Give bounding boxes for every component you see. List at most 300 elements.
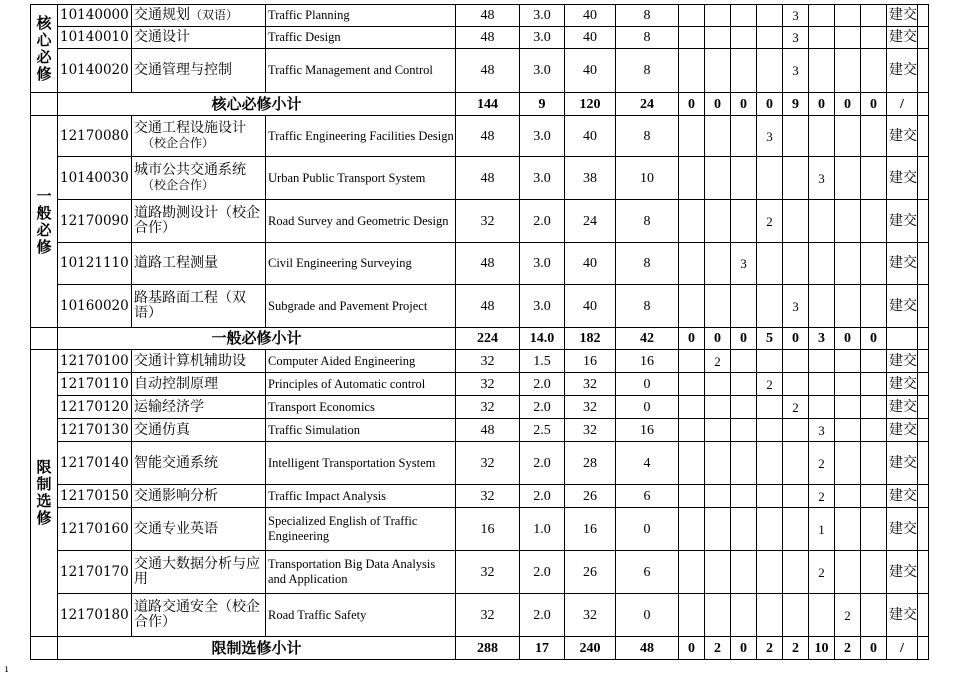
credits: 1.0 (520, 508, 565, 551)
subtotal-semester: 0 (835, 93, 861, 116)
course-name-en: Transport Economics (266, 396, 456, 419)
semester-hours (757, 594, 783, 637)
course-remark: 建交 (887, 243, 918, 285)
semester-hours (861, 350, 887, 373)
subtotal-semester: 0 (809, 93, 835, 116)
credits: 2.0 (520, 200, 565, 243)
course-code: 12170130 (58, 419, 132, 442)
total-hours: 32 (456, 485, 520, 508)
credits: 3.0 (520, 116, 565, 157)
course-code: 12170080 (58, 116, 132, 157)
semester-hours (705, 200, 731, 243)
semester-hours: 1 (809, 508, 835, 551)
subtotal-semester: 0 (731, 637, 757, 660)
credits: 3.0 (520, 49, 565, 93)
subtotal-semester: 2 (835, 637, 861, 660)
subtotal-semester: 0 (705, 93, 731, 116)
blank-col (918, 485, 929, 508)
semester-hours (731, 116, 757, 157)
blank-col (918, 49, 929, 93)
semester-hours (861, 243, 887, 285)
course-name-cn (132, 200, 266, 243)
course-name-en: Traffic Impact Analysis (266, 485, 456, 508)
course-name-cn-text: 交通影响分析 (134, 487, 218, 504)
lab-hours: 16 (616, 350, 679, 373)
semester-hours (705, 508, 731, 551)
semester-hours (783, 508, 809, 551)
course-name-en: Traffic Simulation (266, 419, 456, 442)
semester-hours (757, 508, 783, 551)
semester-hours (679, 594, 705, 637)
semester-hours (731, 594, 757, 637)
group-label-blank (31, 93, 58, 116)
semester-hours: 3 (783, 285, 809, 328)
semester-hours (835, 49, 861, 93)
semester-hours (835, 27, 861, 49)
course-remark: 建交 (887, 157, 918, 200)
lab-hours: 6 (616, 551, 679, 594)
blank-col (918, 419, 929, 442)
semester-hours (809, 594, 835, 637)
total-hours: 16 (456, 508, 520, 551)
semester-hours (809, 49, 835, 93)
subtotal-label: 限制选修小计 (58, 637, 456, 660)
lecture-hours: 40 (565, 49, 616, 93)
course-name-cn-text: 交通专业英语 (134, 520, 218, 537)
semester-hours (705, 243, 731, 285)
course-remark: 建交 (887, 594, 918, 637)
total-hours: 32 (456, 200, 520, 243)
subtotal-semester: 0 (835, 328, 861, 350)
course-code: 12170110 (58, 373, 132, 396)
course-name-cn-text: 交通规划 (134, 7, 190, 23)
blank-col (918, 637, 929, 660)
course-row (31, 27, 952, 49)
lab-hours: 0 (616, 373, 679, 396)
credits: 2.5 (520, 419, 565, 442)
semester-hours (705, 373, 731, 396)
blank-col (918, 442, 929, 485)
course-code: 12170170 (58, 551, 132, 594)
semester-hours (809, 200, 835, 243)
lab-hours: 0 (616, 594, 679, 637)
semester-hours (835, 285, 861, 328)
semester-hours (731, 551, 757, 594)
semester-hours (861, 285, 887, 328)
blank-col (918, 200, 929, 243)
page-edge-mark: ı (5, 664, 9, 675)
lab-hours: 10 (616, 157, 679, 200)
lecture-hours: 16 (565, 508, 616, 551)
credits: 2.0 (520, 551, 565, 594)
subtotal-hours: 224 (456, 328, 520, 350)
course-name-en: Traffic Engineering Facilities Design (266, 116, 456, 157)
lecture-hours: 24 (565, 200, 616, 243)
subtotal-semester: 2 (783, 637, 809, 660)
semester-hours (679, 157, 705, 200)
credits: 2.0 (520, 396, 565, 419)
total-hours: 48 (456, 243, 520, 285)
course-code: 12170100 (58, 350, 132, 373)
course-name-cn-text: 交通管理与控制 (134, 62, 232, 78)
total-hours: 32 (456, 373, 520, 396)
semester-hours (679, 396, 705, 419)
semester-hours (731, 27, 757, 49)
semester-hours: 2 (757, 200, 783, 243)
course-name-cn (132, 396, 266, 419)
course-row (31, 594, 952, 637)
semester-hours (757, 485, 783, 508)
semester-hours (835, 243, 861, 285)
semester-hours (809, 243, 835, 285)
lecture-hours: 40 (565, 5, 616, 27)
semester-hours (757, 551, 783, 594)
semester-hours (731, 350, 757, 373)
semester-hours: 2 (783, 396, 809, 419)
course-name-en: Transportation Big Data Analysis and Application (266, 551, 456, 594)
course-remark: 建交 (887, 5, 918, 27)
semester-hours: 3 (809, 419, 835, 442)
semester-hours: 3 (783, 5, 809, 27)
lab-hours: 0 (616, 508, 679, 551)
course-row (31, 5, 952, 27)
total-hours: 32 (456, 551, 520, 594)
lab-hours: 8 (616, 200, 679, 243)
semester-hours (809, 27, 835, 49)
semester-hours (835, 5, 861, 27)
semester-hours (705, 285, 731, 328)
semester-hours (679, 27, 705, 49)
course-name-en: Civil Engineering Surveying (266, 243, 456, 285)
course-name-cn-text: 道路工程测量 (134, 255, 218, 271)
subtotal-lecture: 240 (565, 637, 616, 660)
subtotal-label: 核心必修小计 (58, 93, 456, 116)
semester-hours (757, 419, 783, 442)
semester-hours (705, 442, 731, 485)
course-row (31, 508, 952, 551)
course-name-cn-text: 自动控制原理 (134, 375, 218, 392)
course-code: 10140020 (58, 49, 132, 93)
credits: 2.0 (520, 373, 565, 396)
semester-hours (861, 200, 887, 243)
subtotal-semester: 10 (809, 637, 835, 660)
semester-hours (783, 551, 809, 594)
subtotal-hours: 144 (456, 93, 520, 116)
lab-hours: 6 (616, 485, 679, 508)
lecture-hours: 32 (565, 419, 616, 442)
semester-hours: 2 (835, 594, 861, 637)
subtotal-semester: 5 (757, 328, 783, 350)
subtotal-semester: 0 (861, 328, 887, 350)
lab-hours: 0 (616, 396, 679, 419)
lecture-hours: 26 (565, 551, 616, 594)
lab-hours: 4 (616, 442, 679, 485)
course-remark: 建交 (887, 508, 918, 551)
semester-hours (835, 485, 861, 508)
semester-hours (861, 419, 887, 442)
course-name-cn (132, 157, 266, 200)
lab-hours: 8 (616, 285, 679, 328)
semester-hours (679, 442, 705, 485)
subtotal-semester: 2 (757, 637, 783, 660)
course-table (30, 4, 952, 660)
subtotal-semester: 0 (757, 93, 783, 116)
semester-hours (731, 485, 757, 508)
semester-hours (783, 157, 809, 200)
subtotal-remark: / (887, 637, 918, 660)
total-hours: 32 (456, 350, 520, 373)
semester-hours (679, 285, 705, 328)
course-name-cn-text: 交通计算机辅助设 (134, 352, 246, 369)
semester-hours: 3 (757, 116, 783, 157)
course-name-cn (132, 350, 266, 373)
semester-hours (705, 485, 731, 508)
course-name-note: （双语） (190, 8, 239, 22)
semester-hours (783, 373, 809, 396)
semester-hours (679, 5, 705, 27)
semester-hours (861, 508, 887, 551)
group-label: 一 般 必 修 (31, 116, 58, 328)
course-code: 10140030 (58, 157, 132, 200)
lecture-hours: 32 (565, 396, 616, 419)
blank-col (918, 508, 929, 551)
subtotal-lecture: 120 (565, 93, 616, 116)
course-row (31, 285, 952, 328)
semester-hours: 2 (809, 442, 835, 485)
semester-hours: 3 (783, 27, 809, 49)
course-row (31, 49, 952, 93)
semester-hours (835, 419, 861, 442)
semester-hours (757, 350, 783, 373)
course-remark: 建交 (887, 485, 918, 508)
blank-col (918, 116, 929, 157)
semester-hours (731, 285, 757, 328)
course-name-en: Subgrade and Pavement Project (266, 285, 456, 328)
lecture-hours: 40 (565, 27, 616, 49)
course-code: 10160020 (58, 285, 132, 328)
credits: 2.0 (520, 594, 565, 637)
semester-hours (705, 157, 731, 200)
semester-hours (783, 200, 809, 243)
course-row (31, 485, 952, 508)
course-name-cn-text: 交通工程设施设计 (134, 120, 246, 136)
semester-hours (731, 508, 757, 551)
semester-hours (835, 508, 861, 551)
course-name-cn (132, 243, 266, 285)
subtotal-credits: 14.0 (520, 328, 565, 350)
course-table-body (31, 5, 952, 660)
credits: 3.0 (520, 243, 565, 285)
semester-hours (731, 49, 757, 93)
semester-hours (731, 200, 757, 243)
subtotal-semester: 2 (705, 637, 731, 660)
lecture-hours: 26 (565, 485, 616, 508)
semester-hours (835, 200, 861, 243)
semester-hours (705, 594, 731, 637)
lecture-hours: 32 (565, 594, 616, 637)
blank-col (918, 350, 929, 373)
credits: 3.0 (520, 285, 565, 328)
semester-hours (757, 285, 783, 328)
lecture-hours: 28 (565, 442, 616, 485)
lab-hours: 8 (616, 27, 679, 49)
course-row (31, 442, 952, 485)
course-code: 10140000 (58, 5, 132, 27)
course-name-cn (132, 594, 266, 637)
subtotal-semester: 0 (679, 637, 705, 660)
course-row (31, 419, 952, 442)
semester-hours (809, 396, 835, 419)
course-row (31, 551, 952, 594)
course-code: 12170150 (58, 485, 132, 508)
total-hours: 48 (456, 49, 520, 93)
course-name-en: Specialized English of Traffic Engineering (266, 508, 456, 551)
semester-hours (679, 350, 705, 373)
subtotal-credits: 9 (520, 93, 565, 116)
semester-hours (861, 157, 887, 200)
blank-col (918, 5, 929, 27)
course-remark: 建交 (887, 442, 918, 485)
course-name-cn (132, 508, 266, 551)
lecture-hours: 32 (565, 373, 616, 396)
subtotal-semester: 9 (783, 93, 809, 116)
semester-hours (679, 116, 705, 157)
total-hours: 32 (456, 396, 520, 419)
course-remark: 建交 (887, 285, 918, 328)
subtotal-label: 一般必修小计 (58, 328, 456, 350)
course-name-en: Traffic Planning (266, 5, 456, 27)
blank-col (918, 551, 929, 594)
course-name-cn-text: 交通设计 (134, 29, 190, 45)
total-hours: 48 (456, 157, 520, 200)
course-name-en: Principles of Automatic control (266, 373, 456, 396)
semester-hours (679, 485, 705, 508)
course-name-cn (132, 485, 266, 508)
course-name-cn (132, 116, 266, 157)
semester-hours (861, 551, 887, 594)
semester-hours (757, 49, 783, 93)
group-label-blank (31, 328, 58, 350)
course-remark: 建交 (887, 49, 918, 93)
semester-hours (705, 5, 731, 27)
lecture-hours: 40 (565, 116, 616, 157)
semester-hours (757, 396, 783, 419)
semester-hours (705, 49, 731, 93)
semester-hours (731, 419, 757, 442)
course-remark: 建交 (887, 200, 918, 243)
semester-hours: 3 (809, 157, 835, 200)
subtotal-lab: 42 (616, 328, 679, 350)
course-name-cn (132, 5, 266, 27)
semester-hours: 3 (731, 243, 757, 285)
course-name-cn (132, 49, 266, 93)
semester-hours (835, 373, 861, 396)
course-name-cn (132, 419, 266, 442)
semester-hours: 2 (809, 551, 835, 594)
course-name-cn-text: 路基路面工程（双语） (134, 290, 246, 321)
course-name-note: （校企合作） (142, 178, 215, 192)
semester-hours (861, 116, 887, 157)
subtotal-lecture: 182 (565, 328, 616, 350)
semester-hours (783, 419, 809, 442)
semester-hours (705, 116, 731, 157)
subtotal-lab: 24 (616, 93, 679, 116)
course-row (31, 396, 952, 419)
semester-hours (679, 373, 705, 396)
lecture-hours: 38 (565, 157, 616, 200)
course-remark: 建交 (887, 419, 918, 442)
course-code: 10121110 (58, 243, 132, 285)
course-row (31, 116, 952, 157)
semester-hours (861, 442, 887, 485)
subtotal-remark (887, 328, 918, 350)
semester-hours (731, 373, 757, 396)
subtotal-semester: 0 (783, 328, 809, 350)
semester-hours (835, 551, 861, 594)
blank-col (918, 328, 929, 350)
course-row (31, 157, 952, 200)
course-name-cn-text: 道路交通安全（校企合作） (134, 599, 260, 630)
semester-hours (835, 350, 861, 373)
semester-hours (731, 442, 757, 485)
blank-col (918, 243, 929, 285)
subtotal-semester: 0 (861, 93, 887, 116)
semester-hours (809, 285, 835, 328)
course-code: 12170160 (58, 508, 132, 551)
course-name-note: （校企合作） (142, 136, 215, 150)
semester-hours (679, 200, 705, 243)
credits: 3.0 (520, 5, 565, 27)
subtotal-semester: 0 (679, 328, 705, 350)
semester-hours (861, 5, 887, 27)
semester-hours (679, 551, 705, 594)
semester-hours (861, 396, 887, 419)
blank-col (918, 27, 929, 49)
subtotal-row (31, 93, 952, 116)
lab-hours: 8 (616, 49, 679, 93)
blank-col (918, 373, 929, 396)
blank-col (918, 93, 929, 116)
course-code: 12170180 (58, 594, 132, 637)
group-label: 限 制 选 修 (31, 350, 58, 637)
semester-hours (835, 396, 861, 419)
subtotal-row (31, 637, 952, 660)
semester-hours (731, 5, 757, 27)
semester-hours (705, 419, 731, 442)
course-name-en: Traffic Management and Control (266, 49, 456, 93)
subtotal-credits: 17 (520, 637, 565, 660)
total-hours: 48 (456, 116, 520, 157)
semester-hours (809, 5, 835, 27)
semester-hours (809, 373, 835, 396)
course-remark: 建交 (887, 396, 918, 419)
course-row (31, 373, 952, 396)
course-name-cn (132, 373, 266, 396)
semester-hours (835, 157, 861, 200)
subtotal-row (31, 328, 952, 350)
semester-hours (783, 485, 809, 508)
credits: 3.0 (520, 157, 565, 200)
course-name-cn (132, 27, 266, 49)
semester-hours (809, 116, 835, 157)
course-name-en: Traffic Design (266, 27, 456, 49)
total-hours: 32 (456, 442, 520, 485)
course-name-en: Urban Public Transport System (266, 157, 456, 200)
total-hours: 48 (456, 27, 520, 49)
semester-hours (757, 27, 783, 49)
course-row (31, 200, 952, 243)
course-name-cn-text: 交通仿真 (134, 421, 190, 438)
